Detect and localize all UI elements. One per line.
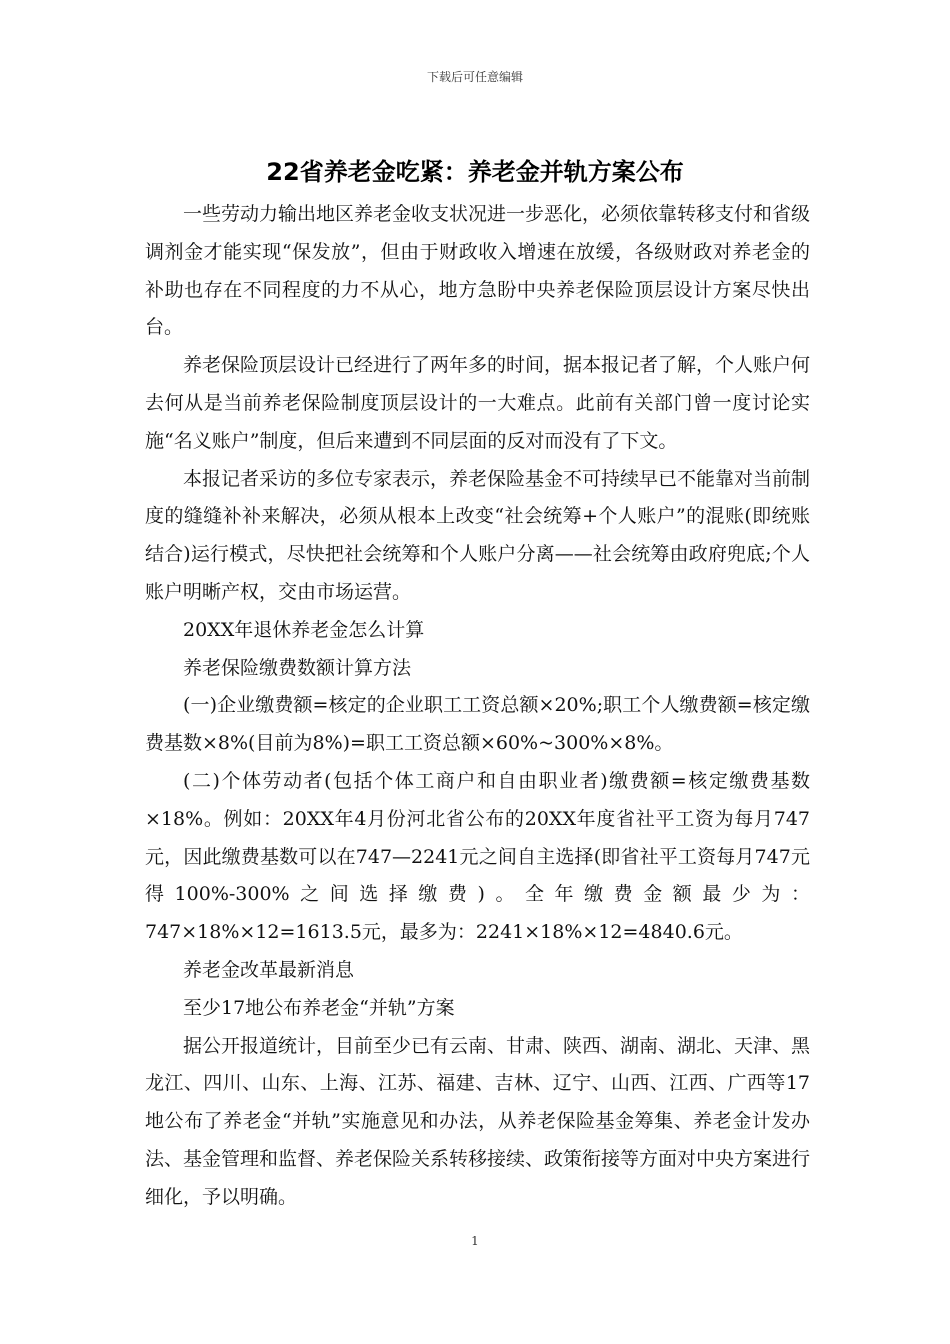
paragraph: 养老保险顶层设计已经进行了两年多的时间，据本报记者了解，个人账户何去何从是当前养老保险制度顶层设计的一大难点。此前有关部门曾一度讨论实施“名义账户”制度，但后来遭到不同层面的反对而没有了下文。	[145, 354, 811, 452]
paragraph: 本报记者采访的多位专家表示，养老保险基金不可持续早已不能靠对当前制度的缝缝补补来解决，必须从根本上改变“社会统筹+个人账户”的混账(即统账结合)运行模式，尽快把社会统筹和个人账户分离——社会统筹由政府兜底;个人账户明晰产权，交由市场运营。	[145, 467, 811, 603]
document-body	[145, 196, 810, 1217]
paragraph: (一)企业缴费额=核定的企业职工工资总额×20%;职工个人缴费额=核定缴费基数×8%(目前为8%)=职工工资总额×60%~300%×8%。	[145, 694, 810, 755]
section-heading: 养老金改革最新消息	[183, 958, 355, 981]
section-heading: 至少17地公布养老金“并轨”方案	[183, 996, 455, 1019]
page-header-note: 下载后可任意编辑	[426, 70, 523, 84]
section-heading: 养老保险缴费数额计算方法	[183, 656, 412, 679]
document-title: 22省养老金吃紧：养老金并轨方案公布	[266, 158, 684, 186]
page-number: 1	[471, 1234, 479, 1248]
paragraph: (二)个体劳动者(包括个体工商户和自由职业者)缴费额=核定缴费基数×18%。例如：20XX年4月份河北省公布的20XX年度省社平工资为每月747元，因此缴费基数可以在747—2241元之间自主选择(即省社平工资每月747元得100%-300%之间选择缴费)。全年缴费金额最少为：747×18%×12=1613.5元，最多为：2241×18%×12=4840.6元。	[145, 769, 810, 944]
paragraph: 据公开报道统计，目前至少已有云南、甘肃、陕西、湖南、湖北、天津、黑龙江、四川、山东、上海、江苏、福建、吉林、辽宁、山西、江西、广西等17地公布了养老金“并轨”实施意见和办法，从养老保险基金筹集、养老金计发办法、基金管理和监督、养老保险关系转移接续、政策衔接等方面对中央方案进行细化，予以明确。	[145, 1034, 811, 1208]
section-heading: 20XX年退休养老金怎么计算	[183, 618, 425, 641]
paragraph: 一些劳动力输出地区养老金收支状况进一步恶化，必须依靠转移支付和省级调剂金才能实现“保发放”，但由于财政收入增速在放缓，各级财政对养老金的补助也存在不同程度的力不从心，地方急盼中央养老保险顶层设计方案尽快出台。	[145, 203, 811, 339]
